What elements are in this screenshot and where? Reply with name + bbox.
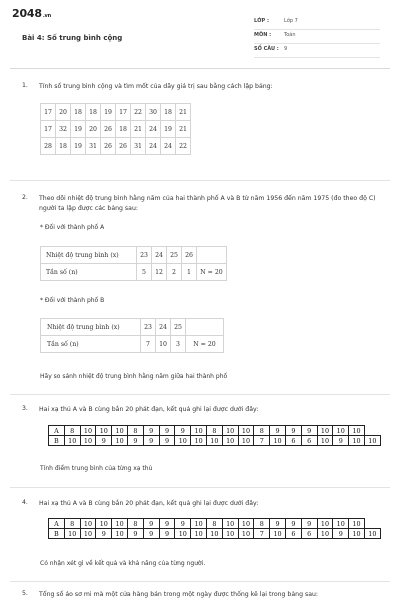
question-text: Hai xạ thủ A và B cùng bắn 20 phát đạn, kết quả ghi lại được dưới đây: xyxy=(39,500,259,507)
table-cell: B xyxy=(49,436,65,446)
question-number: 5. xyxy=(22,590,28,597)
table-cell: A xyxy=(49,519,65,529)
table-cell: 8 xyxy=(206,426,222,436)
table-cell: 10 xyxy=(317,436,333,446)
table-row xyxy=(41,319,224,336)
table-cell: 10 xyxy=(364,436,380,446)
table-cell: 9 xyxy=(96,436,112,446)
table-cell: 17 xyxy=(116,104,131,121)
q1-data-table xyxy=(40,103,191,155)
table-cell: 5 xyxy=(137,264,152,281)
table-cell: 32 xyxy=(56,121,71,138)
table-cell: 19 xyxy=(161,121,176,138)
site-logo[interactable] xyxy=(12,7,51,20)
table-cell: 17 xyxy=(41,121,56,138)
row-label: Nhiệt độ trung bình (x) xyxy=(41,247,137,264)
divider xyxy=(10,487,390,488)
table-cell: 20 xyxy=(86,121,101,138)
table-cell: N = 20 xyxy=(186,336,224,353)
row-label: Tần số (n) xyxy=(41,264,137,281)
city-a-table xyxy=(40,246,227,281)
table-cell: 23 xyxy=(141,319,156,336)
table-cell: 17 xyxy=(41,104,56,121)
table-cell: 10 xyxy=(112,436,128,446)
table-cell: 10 xyxy=(238,519,254,529)
table-cell: 22 xyxy=(176,138,191,155)
table-cell: 9 xyxy=(159,529,175,539)
q4-shooting-table xyxy=(48,518,381,539)
table-cell: 10 xyxy=(112,426,128,436)
table-cell: 10 xyxy=(96,519,112,529)
table-cell: 10 xyxy=(238,426,254,436)
table-cell: 10 xyxy=(191,519,207,529)
meta-value: Lớp 7 xyxy=(284,18,298,24)
table-cell: 10 xyxy=(64,436,80,446)
row-label: Nhiệt độ trung bình (x) xyxy=(41,319,141,336)
table-cell: 30 xyxy=(146,104,161,121)
table-cell: 18 xyxy=(56,138,71,155)
table-row xyxy=(49,436,381,446)
table-cell: 10 xyxy=(349,519,365,529)
table-cell: 9 xyxy=(333,436,349,446)
table-cell: 25 xyxy=(167,247,182,264)
table-row xyxy=(49,529,381,539)
table-cell: 8 xyxy=(127,426,143,436)
question-number: 3. xyxy=(22,405,28,412)
table-cell: 10 xyxy=(349,426,365,436)
table-cell: 26 xyxy=(101,121,116,138)
divider xyxy=(10,581,390,582)
table-cell: 9 xyxy=(175,426,191,436)
table-cell: B xyxy=(49,529,65,539)
table-cell xyxy=(197,247,227,264)
meta-row-class xyxy=(254,16,380,30)
q3-shooting-table xyxy=(48,425,381,446)
table-cell: 8 xyxy=(254,519,270,529)
table-row xyxy=(41,264,227,281)
table-row xyxy=(49,426,381,436)
table-cell: 26 xyxy=(116,138,131,155)
table-cell: 6 xyxy=(285,436,301,446)
divider xyxy=(10,180,390,181)
table-cell: 10 xyxy=(64,529,80,539)
table-cell: 10 xyxy=(222,436,238,446)
header-divider xyxy=(10,68,390,69)
table-row xyxy=(41,247,227,264)
table-cell: 8 xyxy=(127,519,143,529)
table-cell: 10 xyxy=(364,529,380,539)
table-cell: 19 xyxy=(71,121,86,138)
q2-instruction: Hãy so sánh nhiệt độ trung bình hằng năm giữa hai thành phố xyxy=(40,373,228,380)
table-cell: 9 xyxy=(127,529,143,539)
row-label: Tần số (n) xyxy=(41,336,141,353)
logo-suffix: .vn xyxy=(42,13,51,19)
table-cell: 21 xyxy=(131,121,146,138)
divider xyxy=(10,394,390,395)
question-text: Tính số trung bình cộng và tìm mốt của dãy giá trị sau bằng cách lập bảng: xyxy=(39,83,273,90)
table-cell: 9 xyxy=(159,426,175,436)
table-cell: 24 xyxy=(156,319,171,336)
table-cell: 10 xyxy=(191,426,207,436)
q4-instruction: Có nhận xét gì về kết quả và khả năng của từng người. xyxy=(40,560,206,567)
table-cell: 10 xyxy=(222,426,238,436)
table-cell: 2 xyxy=(167,264,182,281)
table-cell: 10 xyxy=(222,519,238,529)
table-cell: 28 xyxy=(41,138,56,155)
table-row xyxy=(41,121,191,138)
table-cell: 10 xyxy=(349,436,365,446)
table-cell: 20 xyxy=(56,104,71,121)
table-cell: 8 xyxy=(206,519,222,529)
question-text: Tổng số áo sơ mi mà một cửa hàng bán trong một ngày được thống kê lại trong bảng sau: xyxy=(39,591,318,598)
table-cell xyxy=(186,319,224,336)
table-cell: 21 xyxy=(176,121,191,138)
table-cell: 8 xyxy=(64,519,80,529)
table-cell: 10 xyxy=(191,529,207,539)
meta-key: LỚP : xyxy=(254,18,269,24)
table-cell: 1 xyxy=(182,264,197,281)
table-cell: 9 xyxy=(143,426,159,436)
question-number: 2. xyxy=(22,194,28,201)
table-cell: 23 xyxy=(137,247,152,264)
table-cell: 9 xyxy=(270,426,286,436)
logo-text: 2048 xyxy=(12,7,42,20)
table-cell: 18 xyxy=(71,104,86,121)
table-cell: 9 xyxy=(143,529,159,539)
table-cell: 6 xyxy=(301,529,317,539)
table-cell: 9 xyxy=(285,519,301,529)
question-number: 1. xyxy=(22,82,28,89)
table-row xyxy=(41,138,191,155)
city-b-table xyxy=(40,318,224,353)
lesson-title: Bài 4: Số trung bình cộng xyxy=(22,34,123,42)
table-cell: 9 xyxy=(333,529,349,539)
table-cell: 9 xyxy=(175,519,191,529)
meta-value: 9 xyxy=(284,46,288,52)
question-text: Theo dõi nhiệt độ trung bình hằng năm của hai thành phố A và B từ năm 1956 đến năm 1975 (đo theo độ C) người ta lập được các bảng sau: xyxy=(39,195,376,212)
table-cell: A xyxy=(49,426,65,436)
table-cell: 24 xyxy=(146,138,161,155)
table-cell: 18 xyxy=(86,104,101,121)
table-cell: 10 xyxy=(333,519,349,529)
table-cell: 19 xyxy=(71,138,86,155)
table-cell: 10 xyxy=(333,426,349,436)
table-cell: 9 xyxy=(270,519,286,529)
table-cell: 10 xyxy=(270,436,286,446)
table-cell: 10 xyxy=(175,436,191,446)
table-cell: 10 xyxy=(317,426,333,436)
table-cell: 10 xyxy=(80,426,96,436)
table-cell: 9 xyxy=(143,519,159,529)
table-cell: 10 xyxy=(112,529,128,539)
table-cell: 25 xyxy=(171,319,186,336)
table-cell: 7 xyxy=(254,436,270,446)
table-cell: 9 xyxy=(285,426,301,436)
meta-key: SỐ CÂU : xyxy=(254,46,279,52)
table-cell: 10 xyxy=(317,519,333,529)
table-cell: 24 xyxy=(146,121,161,138)
meta-row-count xyxy=(254,44,380,58)
table-cell: 9 xyxy=(96,529,112,539)
table-row xyxy=(49,519,381,529)
table-cell: 31 xyxy=(86,138,101,155)
table-cell: 10 xyxy=(80,436,96,446)
table-cell: 26 xyxy=(182,247,197,264)
table-cell: 9 xyxy=(301,426,317,436)
table-cell: 10 xyxy=(238,529,254,539)
table-cell: 10 xyxy=(80,529,96,539)
meta-info xyxy=(254,16,380,58)
table-cell: 6 xyxy=(285,529,301,539)
table-cell: N = 20 xyxy=(197,264,227,281)
table-cell: 7 xyxy=(141,336,156,353)
table-cell: 19 xyxy=(101,104,116,121)
table-cell: 9 xyxy=(159,519,175,529)
meta-value: Toán xyxy=(284,32,296,38)
table-cell: 24 xyxy=(152,247,167,264)
table-cell: 9 xyxy=(159,436,175,446)
table-cell: 31 xyxy=(131,138,146,155)
question-text: Hai xạ thủ A và B cùng bắn 20 phát đạn, kết quả ghi lại được dưới đây: xyxy=(39,406,259,413)
table-cell: 10 xyxy=(96,426,112,436)
table-cell: 18 xyxy=(116,121,131,138)
table-cell: 24 xyxy=(161,138,176,155)
meta-key: MÔN : xyxy=(254,32,272,38)
q3-instruction: Tính điểm trung bình của từng xạ thủ xyxy=(40,465,153,472)
table-cell: 21 xyxy=(176,104,191,121)
city-b-label: * Đối với thành phố B xyxy=(40,297,105,304)
table-cell: 10 xyxy=(156,336,171,353)
table-cell: 7 xyxy=(254,529,270,539)
table-cell: 10 xyxy=(112,519,128,529)
table-cell: 8 xyxy=(254,426,270,436)
table-cell: 26 xyxy=(101,138,116,155)
table-row xyxy=(41,104,191,121)
table-cell: 3 xyxy=(171,336,186,353)
table-cell: 22 xyxy=(131,104,146,121)
table-cell: 10 xyxy=(191,436,207,446)
table-cell: 18 xyxy=(161,104,176,121)
table-cell: 10 xyxy=(175,529,191,539)
table-cell: 10 xyxy=(222,529,238,539)
table-cell: 10 xyxy=(270,529,286,539)
table-cell: 9 xyxy=(127,436,143,446)
table-cell: 10 xyxy=(317,529,333,539)
table-cell: 9 xyxy=(301,519,317,529)
table-cell: 8 xyxy=(64,426,80,436)
table-cell: 10 xyxy=(238,436,254,446)
table-cell: 10 xyxy=(206,436,222,446)
question-number: 4. xyxy=(22,499,28,506)
table-cell: 10 xyxy=(349,529,365,539)
city-a-label: * Đối với thành phố A xyxy=(40,224,105,231)
table-cell: 10 xyxy=(80,519,96,529)
table-cell: 6 xyxy=(301,436,317,446)
table-cell: 9 xyxy=(143,436,159,446)
table-cell: 10 xyxy=(206,529,222,539)
meta-row-subject xyxy=(254,30,380,44)
table-cell: 12 xyxy=(152,264,167,281)
table-row xyxy=(41,336,224,353)
